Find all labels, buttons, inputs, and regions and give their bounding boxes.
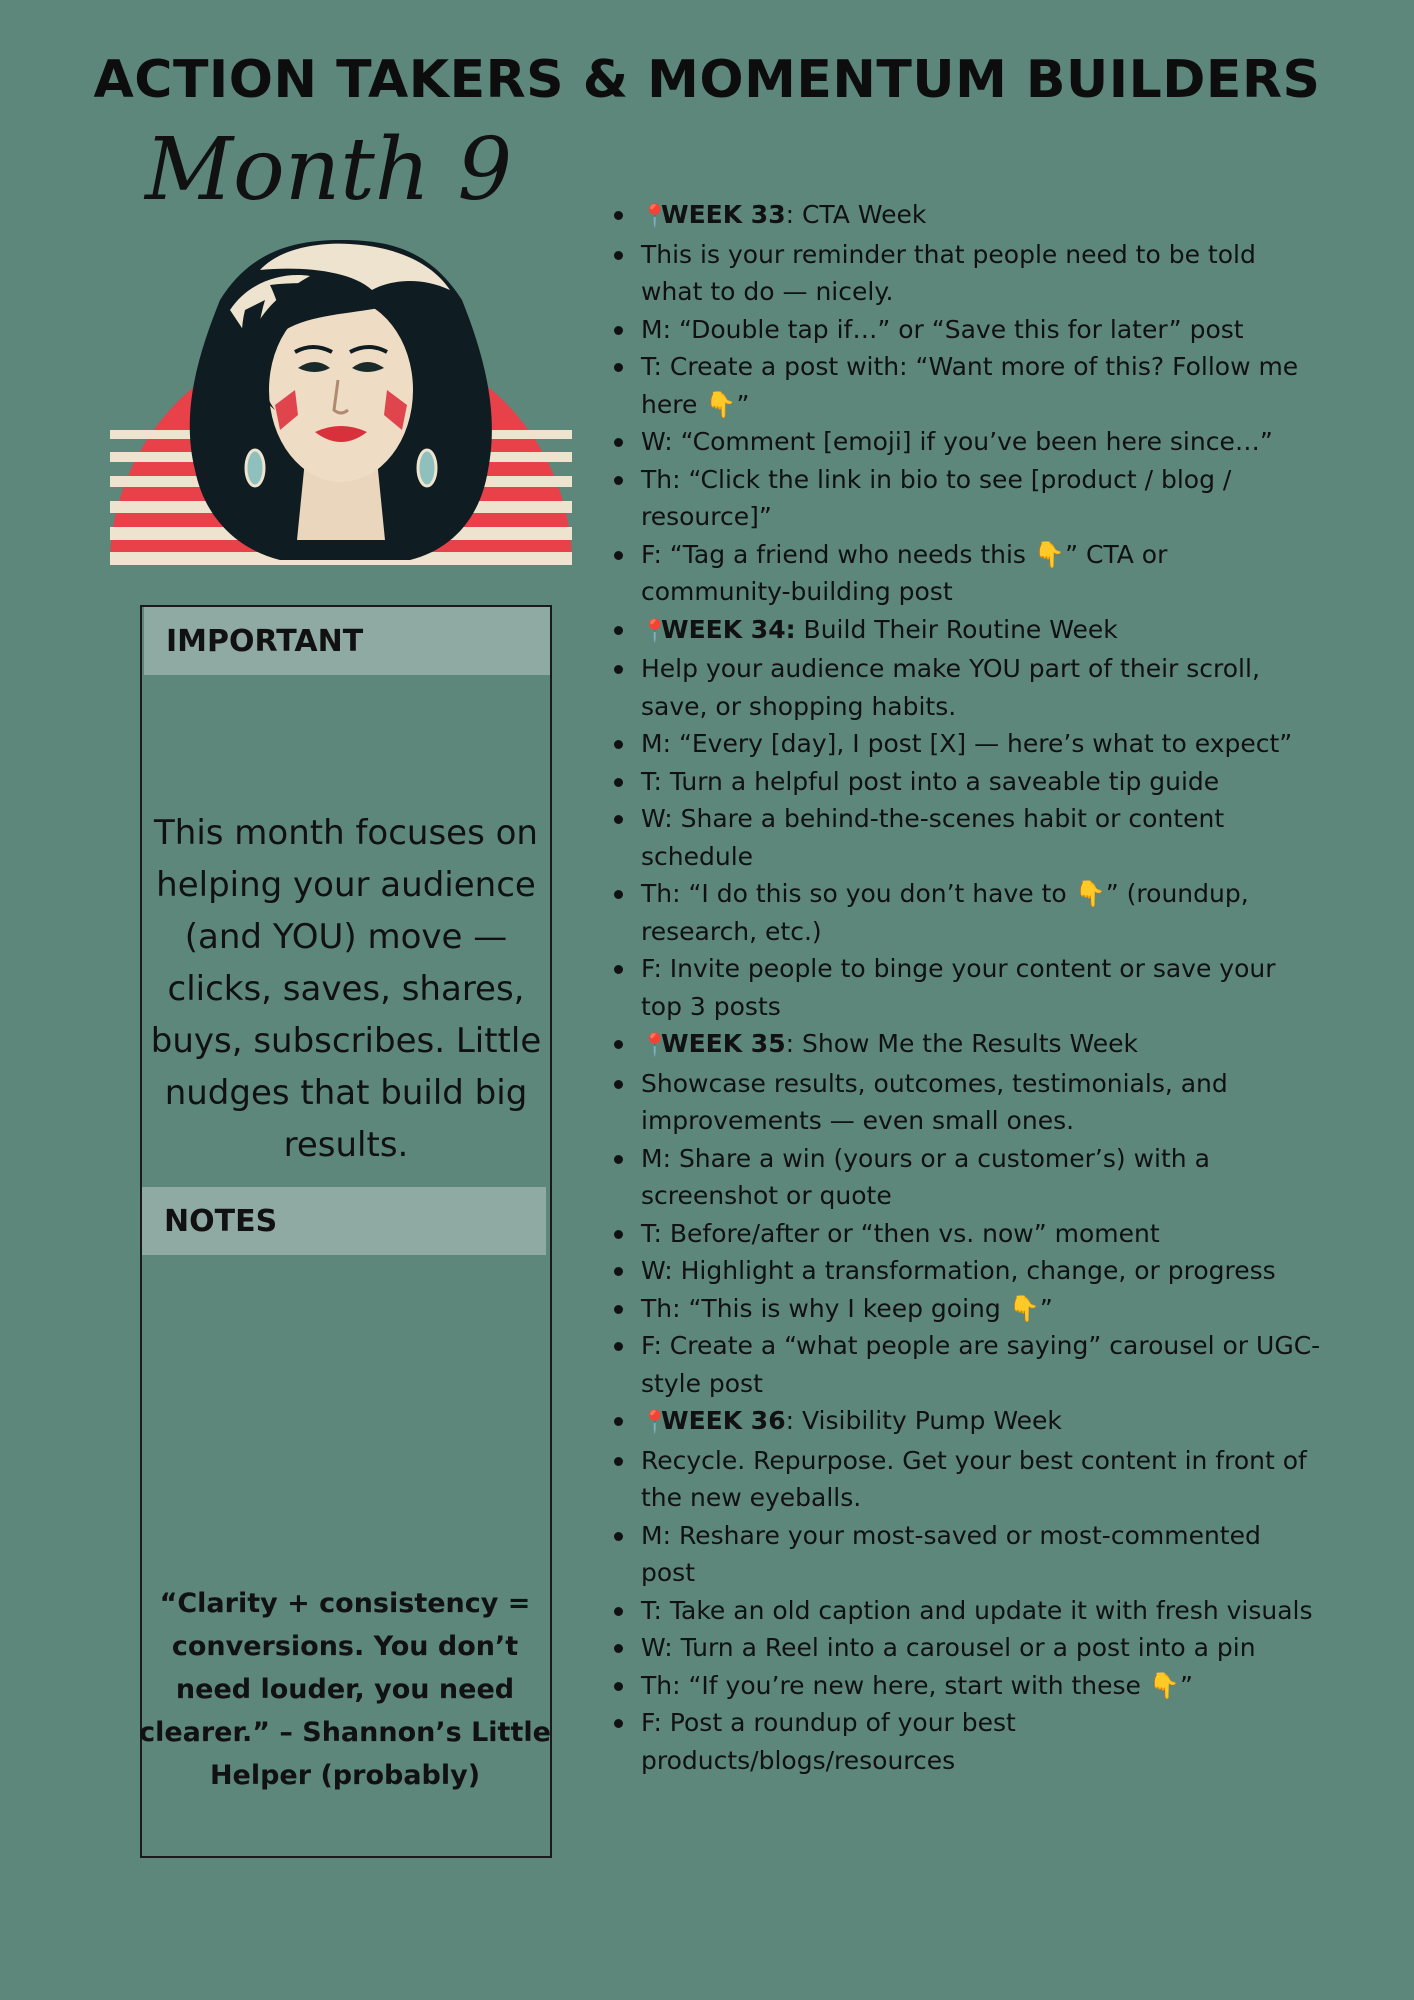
list-item bbox=[641, 875, 1321, 950]
pushpin-icon: 📍 bbox=[641, 204, 669, 229]
list-item: W: Highlight a transformation, change, or progress bbox=[641, 1252, 1321, 1290]
list-item: M: Reshare your most-saved or most-commented post bbox=[641, 1517, 1321, 1592]
pushpin-icon: 📍 bbox=[641, 618, 669, 644]
list-item bbox=[641, 1025, 1321, 1065]
list-item: T: Take an old caption and update it with fresh visuals bbox=[641, 1592, 1321, 1630]
pointing-down-hand-icon: 👇 bbox=[1008, 1293, 1040, 1323]
list-item-text: Th: “I do this so you don’t have to bbox=[641, 879, 1075, 908]
list-item: M: Share a win (yours or a customer’s) with a screenshot or quote bbox=[641, 1140, 1321, 1215]
motivational-quote: “Clarity + consistency = conversions. You don’t need louder, you need clearer.” – Shannon’s Little Helper (probably) bbox=[139, 1588, 551, 1791]
list-item-text: Th: “If you’re new here, start with these bbox=[641, 1670, 1149, 1700]
pushpin-icon: 📍 bbox=[641, 1033, 669, 1058]
list-item-text: ” bbox=[736, 389, 750, 419]
month-subtitle: Month 9 bbox=[145, 120, 513, 220]
list-item-text: ” CTA or community-building post bbox=[641, 539, 1168, 606]
week-title: : Visibility Pump Week bbox=[785, 1406, 1062, 1435]
week-label: WEEK 33 bbox=[661, 200, 786, 229]
list-item: F: Invite people to binge your content or save your top 3 posts bbox=[641, 950, 1321, 1025]
list-item: T: Before/after or “then vs. now” moment bbox=[641, 1215, 1321, 1253]
pointing-down-hand-icon: 👇 bbox=[1148, 1670, 1181, 1700]
list-item bbox=[641, 1667, 1321, 1705]
list-item bbox=[641, 611, 1321, 651]
list-item: M: “Double tap if…” or “Save this for later” post bbox=[641, 311, 1321, 349]
week-label: WEEK 36 bbox=[661, 1406, 786, 1435]
list-item-text: F: “Tag a friend who needs this bbox=[641, 539, 1034, 569]
list-item: F: Create a “what people are saying” carousel or UGC-style post bbox=[641, 1327, 1321, 1402]
important-header: IMPORTANT bbox=[144, 607, 550, 675]
list-item bbox=[641, 196, 1321, 236]
pointing-down-hand-icon: 👇 bbox=[1074, 879, 1106, 908]
page-title: ACTION TAKERS & MOMENTUM BUILDERS bbox=[93, 50, 1321, 110]
list-item: Help your audience make YOU part of their scroll, save, or shopping habits. bbox=[641, 650, 1321, 725]
pushpin-icon: 📍 bbox=[641, 1410, 669, 1435]
list-item: Showcase results, outcomes, testimonials, and improvements — even small ones. bbox=[641, 1065, 1321, 1140]
pointing-down-hand-icon: 👇 bbox=[1033, 539, 1066, 569]
week-title: Build Their Routine Week bbox=[795, 614, 1118, 644]
list-item: This is your reminder that people need to be told what to do — nicely. bbox=[641, 236, 1321, 311]
week-title: : CTA Week bbox=[785, 200, 927, 229]
list-item bbox=[641, 536, 1321, 611]
month-focus-text: This month focuses on helping your audience (and YOU) move — clicks, saves, shares, buys, subscribes. Little nudges that build big results. bbox=[150, 813, 542, 1165]
list-item-text: Th: “This is why I keep going bbox=[641, 1293, 1009, 1323]
week-title: : Show Me the Results Week bbox=[785, 1029, 1138, 1058]
retro-woman-portrait-icon bbox=[110, 240, 572, 565]
notes-header: NOTES bbox=[142, 1187, 546, 1255]
list-item-text: T: Create a post with: “Want more of this? Follow me here bbox=[641, 352, 1299, 419]
list-item: F: Post a roundup of your best products/blogs/resources bbox=[641, 1704, 1321, 1779]
weekly-plan-list bbox=[641, 196, 1321, 1779]
list-item: W: Share a behind-the-scenes habit or content schedule bbox=[641, 800, 1321, 875]
list-item-text: ” bbox=[1180, 1670, 1193, 1700]
list-item: W: Turn a Reel into a carousel or a post into a pin bbox=[641, 1629, 1321, 1667]
list-item: T: Turn a helpful post into a saveable tip guide bbox=[641, 763, 1321, 801]
list-item bbox=[641, 348, 1321, 423]
list-item: W: “Comment [emoji] if you’ve been here since…” bbox=[641, 423, 1321, 461]
list-item-text: ” bbox=[1039, 1293, 1053, 1323]
pointing-down-hand-icon: 👇 bbox=[705, 389, 737, 419]
list-item: Th: “Click the link in bio to see [product / blog / resource]” bbox=[641, 461, 1321, 536]
list-item bbox=[641, 1290, 1321, 1328]
week-label: WEEK 34: bbox=[661, 614, 796, 644]
list-item-text: ” (roundup, research, etc.) bbox=[641, 879, 1249, 946]
list-item: Recycle. Repurpose. Get your best content in front of the new eyeballs. bbox=[641, 1442, 1321, 1517]
week-label: WEEK 35 bbox=[661, 1029, 786, 1058]
list-item bbox=[641, 1402, 1321, 1442]
sidebar-panel bbox=[140, 605, 552, 1858]
list-item: M: “Every [day], I post [X] — here’s what to expect” bbox=[641, 725, 1321, 763]
